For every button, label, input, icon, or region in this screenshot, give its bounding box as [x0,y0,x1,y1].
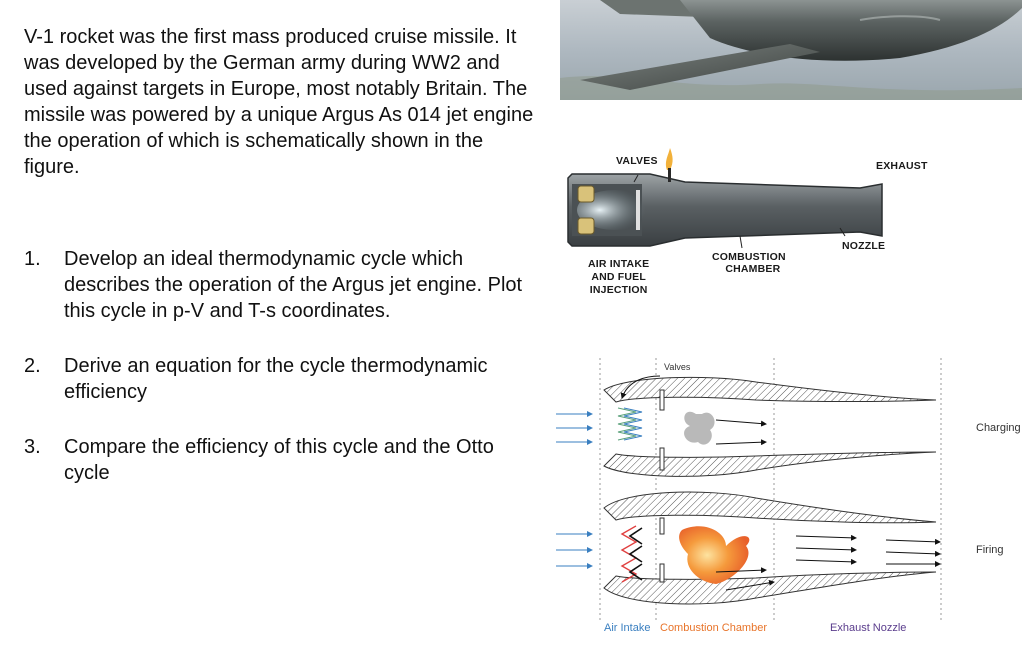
missile-photo [560,0,1022,100]
label-exhaust: EXHAUST [876,160,928,172]
question-list [24,246,524,486]
flow-diagram [556,358,1024,638]
engine-schematic [560,140,940,310]
label-combustion-chamber [712,251,786,275]
combustion-chamber-label: Combustion Chamber [660,622,767,634]
intro-paragraph: V-1 rocket was the first mass produced cruise missile. It was developed by the German army during WW2 and used against targets in Europe, most notably Britain. The missile was powered by a unique Argus As 014 jet engine the operation of which is schematically shown in the figure. [24,26,534,178]
question-text: Derive an equation for the cycle thermodynamic efficiency [64,355,488,403]
question-number: 1. [24,248,41,270]
question-item [24,246,524,324]
label-combustion-line: COMBUSTION [712,251,786,263]
question-text: Compare the efficiency of this cycle and the Otto cycle [64,436,494,484]
question-item [24,434,524,486]
charging-label: Charging [976,422,1021,434]
air-intake-label: Air Intake [604,622,651,634]
label-nozzle: NOZZLE [842,240,886,252]
label-injection-line: INJECTION [589,284,648,296]
label-air-intake [588,258,649,297]
label-chamber-line: CHAMBER [725,263,781,275]
question-item [24,353,524,405]
valves-label: Valves [664,362,691,372]
exhaust-nozzle-label: Exhaust Nozzle [830,622,907,634]
question-text: Develop an ideal thermodynamic cycle which describes the operation of the Argus jet engine. Plot this cycle in p-V and T-s coordinates. [64,248,523,322]
label-valves: VALVES [616,155,658,167]
question-number: 3. [24,436,41,458]
question-number: 2. [24,355,41,377]
label-intake-line: AIR INTAKE [588,258,650,270]
label-fuel-line: AND FUEL [591,271,646,283]
firing-label: Firing [976,544,1004,556]
